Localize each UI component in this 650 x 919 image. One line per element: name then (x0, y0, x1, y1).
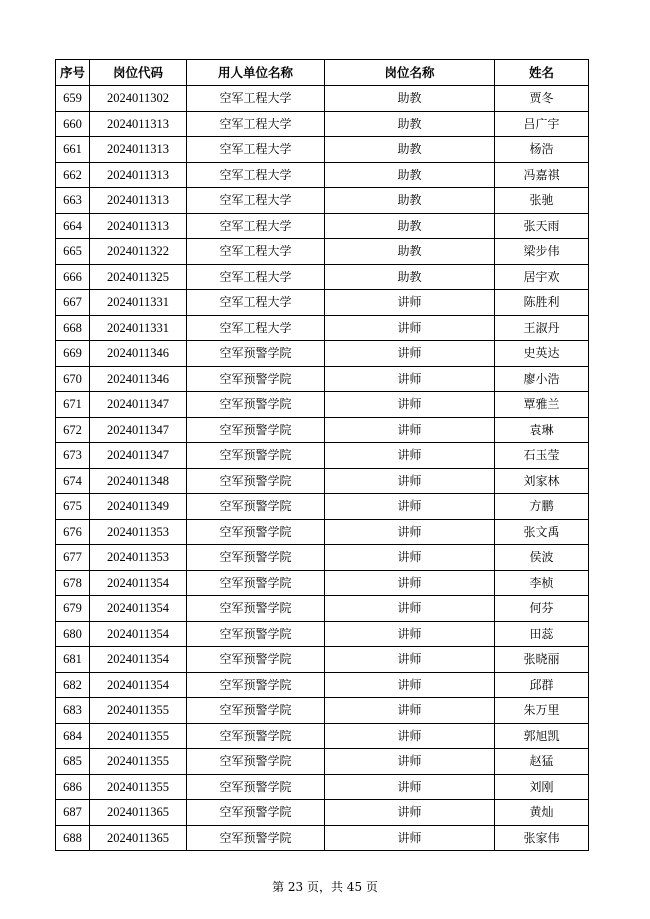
header-serial: 序号 (56, 60, 90, 86)
cell-person-name: 郭旭凯 (495, 723, 589, 749)
cell-employer: 空军工程大学 (187, 188, 325, 214)
cell-post-name: 讲师 (325, 723, 495, 749)
cell-post-name: 助教 (325, 137, 495, 163)
table-row (56, 239, 589, 265)
header-post-name: 岗位名称 (325, 60, 495, 86)
cell-post-code: 2024011354 (90, 596, 187, 622)
cell-person-name: 方鹏 (495, 494, 589, 520)
cell-post-name: 助教 (325, 239, 495, 265)
cell-post-code: 2024011353 (90, 545, 187, 571)
cell-serial: 687 (56, 800, 90, 826)
table-row (56, 800, 589, 826)
table-row (56, 519, 589, 545)
cell-employer: 空军预警学院 (187, 698, 325, 724)
header-employer: 用人单位名称 (187, 60, 325, 86)
cell-post-name: 讲师 (325, 341, 495, 367)
cell-post-name: 讲师 (325, 774, 495, 800)
cell-post-code: 2024011354 (90, 647, 187, 673)
cell-post-name: 助教 (325, 111, 495, 137)
cell-serial: 679 (56, 596, 90, 622)
cell-person-name: 赵猛 (495, 749, 589, 775)
cell-employer: 空军预警学院 (187, 494, 325, 520)
cell-serial: 673 (56, 443, 90, 469)
cell-person-name: 王淑丹 (495, 315, 589, 341)
cell-employer: 空军预警学院 (187, 417, 325, 443)
cell-post-code: 2024011331 (90, 315, 187, 341)
table-row (56, 647, 589, 673)
roster-table (55, 59, 589, 851)
cell-serial: 682 (56, 672, 90, 698)
cell-post-name: 讲师 (325, 647, 495, 673)
cell-person-name: 张晓丽 (495, 647, 589, 673)
cell-post-code: 2024011353 (90, 519, 187, 545)
cell-person-name: 石玉莹 (495, 443, 589, 469)
cell-post-code: 2024011365 (90, 825, 187, 851)
cell-person-name: 张文禹 (495, 519, 589, 545)
cell-serial: 671 (56, 392, 90, 418)
cell-post-name: 讲师 (325, 596, 495, 622)
cell-employer: 空军工程大学 (187, 239, 325, 265)
roster-body (56, 86, 589, 851)
cell-employer: 空军预警学院 (187, 341, 325, 367)
cell-employer: 空军预警学院 (187, 392, 325, 418)
cell-employer: 空军预警学院 (187, 621, 325, 647)
table-row (56, 417, 589, 443)
table-row (56, 774, 589, 800)
header-row (56, 60, 589, 86)
cell-post-code: 2024011313 (90, 188, 187, 214)
cell-post-code: 2024011313 (90, 137, 187, 163)
cell-serial: 667 (56, 290, 90, 316)
cell-person-name: 史英达 (495, 341, 589, 367)
table-row (56, 672, 589, 698)
cell-person-name: 梁步伟 (495, 239, 589, 265)
cell-post-name: 讲师 (325, 698, 495, 724)
cell-employer: 空军工程大学 (187, 137, 325, 163)
cell-post-code: 2024011325 (90, 264, 187, 290)
cell-post-code: 2024011354 (90, 570, 187, 596)
table-row (56, 341, 589, 367)
table-row (56, 86, 589, 112)
cell-post-code: 2024011347 (90, 417, 187, 443)
table-row (56, 723, 589, 749)
roster-sheet (55, 59, 588, 851)
cell-person-name: 张家伟 (495, 825, 589, 851)
cell-person-name: 居宇欢 (495, 264, 589, 290)
cell-post-code: 2024011313 (90, 111, 187, 137)
cell-serial: 670 (56, 366, 90, 392)
cell-person-name: 杨浩 (495, 137, 589, 163)
cell-post-name: 助教 (325, 213, 495, 239)
cell-serial: 675 (56, 494, 90, 520)
table-row (56, 392, 589, 418)
page-number: 第 23 页，共 45 页 (272, 880, 378, 894)
cell-employer: 空军工程大学 (187, 264, 325, 290)
cell-serial: 680 (56, 621, 90, 647)
cell-serial: 666 (56, 264, 90, 290)
cell-serial: 678 (56, 570, 90, 596)
cell-person-name: 何芬 (495, 596, 589, 622)
cell-serial: 660 (56, 111, 90, 137)
cell-employer: 空军预警学院 (187, 749, 325, 775)
cell-employer: 空军预警学院 (187, 647, 325, 673)
cell-post-code: 2024011346 (90, 341, 187, 367)
table-row (56, 137, 589, 163)
cell-serial: 688 (56, 825, 90, 851)
cell-employer: 空军工程大学 (187, 213, 325, 239)
cell-post-name: 讲师 (325, 800, 495, 826)
cell-post-name: 助教 (325, 264, 495, 290)
cell-serial: 685 (56, 749, 90, 775)
cell-serial: 659 (56, 86, 90, 112)
cell-post-code: 2024011302 (90, 86, 187, 112)
table-row (56, 570, 589, 596)
cell-post-code: 2024011313 (90, 213, 187, 239)
table-row (56, 596, 589, 622)
cell-serial: 665 (56, 239, 90, 265)
cell-post-name: 讲师 (325, 749, 495, 775)
cell-post-name: 讲师 (325, 545, 495, 571)
cell-person-name: 田蕊 (495, 621, 589, 647)
cell-employer: 空军预警学院 (187, 570, 325, 596)
cell-post-name: 讲师 (325, 392, 495, 418)
cell-post-name: 讲师 (325, 290, 495, 316)
table-row (56, 621, 589, 647)
table-row (56, 468, 589, 494)
cell-person-name: 刘家林 (495, 468, 589, 494)
cell-post-code: 2024011355 (90, 698, 187, 724)
header-person-name: 姓名 (495, 60, 589, 86)
cell-serial: 662 (56, 162, 90, 188)
table-row (56, 213, 589, 239)
cell-employer: 空军预警学院 (187, 468, 325, 494)
cell-post-name: 助教 (325, 86, 495, 112)
cell-employer: 空军预警学院 (187, 825, 325, 851)
cell-person-name: 袁琳 (495, 417, 589, 443)
cell-serial: 686 (56, 774, 90, 800)
cell-post-name: 讲师 (325, 621, 495, 647)
cell-person-name: 吕广宇 (495, 111, 589, 137)
cell-employer: 空军预警学院 (187, 723, 325, 749)
table-row (56, 290, 589, 316)
cell-person-name: 刘刚 (495, 774, 589, 800)
cell-employer: 空军预警学院 (187, 596, 325, 622)
table-row (56, 188, 589, 214)
table-row (56, 315, 589, 341)
cell-person-name: 张天雨 (495, 213, 589, 239)
cell-post-code: 2024011349 (90, 494, 187, 520)
header-post-code: 岗位代码 (90, 60, 187, 86)
cell-person-name: 黄灿 (495, 800, 589, 826)
cell-post-code: 2024011354 (90, 621, 187, 647)
cell-serial: 681 (56, 647, 90, 673)
cell-employer: 空军预警学院 (187, 366, 325, 392)
cell-post-name: 讲师 (325, 417, 495, 443)
table-row (56, 698, 589, 724)
cell-post-code: 2024011322 (90, 239, 187, 265)
cell-employer: 空军工程大学 (187, 162, 325, 188)
cell-serial: 677 (56, 545, 90, 571)
cell-serial: 676 (56, 519, 90, 545)
cell-serial: 672 (56, 417, 90, 443)
cell-post-code: 2024011346 (90, 366, 187, 392)
table-row (56, 162, 589, 188)
cell-post-code: 2024011354 (90, 672, 187, 698)
cell-post-name: 讲师 (325, 443, 495, 469)
cell-employer: 空军工程大学 (187, 86, 325, 112)
table-row (56, 264, 589, 290)
table-row (56, 111, 589, 137)
table-row (56, 494, 589, 520)
cell-post-name: 讲师 (325, 315, 495, 341)
cell-person-name: 张驰 (495, 188, 589, 214)
cell-serial: 668 (56, 315, 90, 341)
cell-person-name: 侯波 (495, 545, 589, 571)
cell-employer: 空军工程大学 (187, 315, 325, 341)
cell-person-name: 冯嘉祺 (495, 162, 589, 188)
cell-person-name: 李桢 (495, 570, 589, 596)
cell-post-code: 2024011355 (90, 774, 187, 800)
cell-post-code: 2024011355 (90, 749, 187, 775)
cell-person-name: 廖小浩 (495, 366, 589, 392)
cell-serial: 664 (56, 213, 90, 239)
cell-post-name: 讲师 (325, 494, 495, 520)
cell-serial: 674 (56, 468, 90, 494)
cell-person-name: 贾冬 (495, 86, 589, 112)
cell-post-code: 2024011348 (90, 468, 187, 494)
cell-post-code: 2024011347 (90, 392, 187, 418)
cell-post-code: 2024011331 (90, 290, 187, 316)
cell-serial: 669 (56, 341, 90, 367)
cell-post-code: 2024011347 (90, 443, 187, 469)
cell-employer: 空军预警学院 (187, 800, 325, 826)
cell-post-name: 助教 (325, 188, 495, 214)
cell-person-name: 邱群 (495, 672, 589, 698)
cell-employer: 空军预警学院 (187, 519, 325, 545)
cell-employer: 空军预警学院 (187, 443, 325, 469)
table-row (56, 545, 589, 571)
cell-employer: 空军预警学院 (187, 545, 325, 571)
cell-post-name: 讲师 (325, 468, 495, 494)
cell-serial: 661 (56, 137, 90, 163)
cell-person-name: 朱万里 (495, 698, 589, 724)
cell-employer: 空军预警学院 (187, 672, 325, 698)
cell-post-code: 2024011313 (90, 162, 187, 188)
cell-post-name: 讲师 (325, 672, 495, 698)
cell-post-code: 2024011355 (90, 723, 187, 749)
table-row (56, 825, 589, 851)
cell-post-code: 2024011365 (90, 800, 187, 826)
cell-post-name: 讲师 (325, 366, 495, 392)
cell-person-name: 覃雅兰 (495, 392, 589, 418)
table-row (56, 749, 589, 775)
cell-post-name: 讲师 (325, 519, 495, 545)
cell-serial: 684 (56, 723, 90, 749)
cell-employer: 空军工程大学 (187, 111, 325, 137)
table-row (56, 443, 589, 469)
cell-post-name: 讲师 (325, 570, 495, 596)
cell-post-name: 助教 (325, 162, 495, 188)
cell-employer: 空军预警学院 (187, 774, 325, 800)
cell-person-name: 陈胜利 (495, 290, 589, 316)
table-row (56, 366, 589, 392)
cell-post-name: 讲师 (325, 825, 495, 851)
cell-serial: 683 (56, 698, 90, 724)
cell-employer: 空军工程大学 (187, 290, 325, 316)
cell-serial: 663 (56, 188, 90, 214)
